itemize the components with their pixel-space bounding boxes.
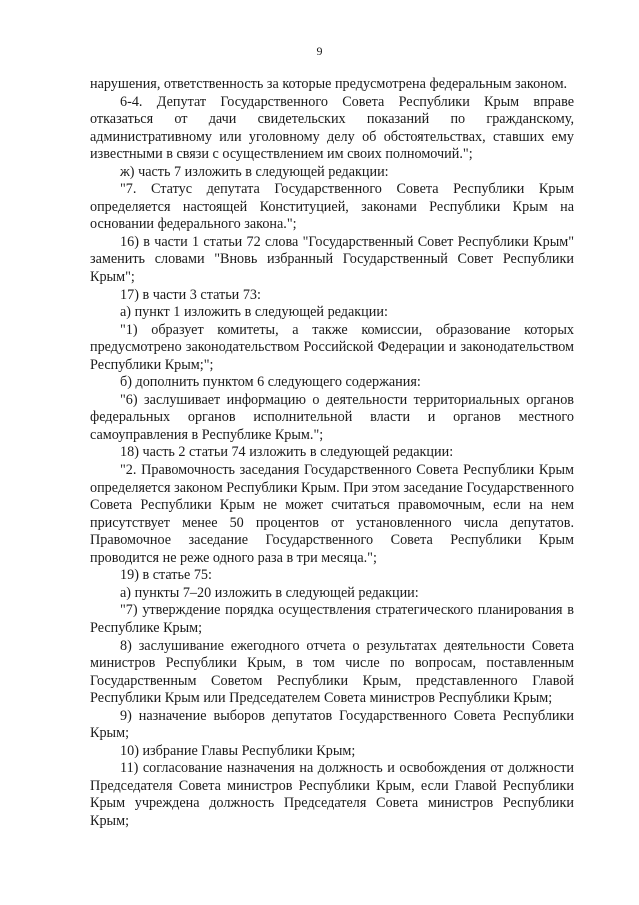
- paragraph: б) дополнить пунктом 6 следующего содержания:: [120, 374, 421, 391]
- paragraph: 11) согласование назначения на должность и освобождения от должности Председателя Совета министров Республики Крым, если Главой Республики Крым учреждена должность Председателя Совета министров Республики Крым;: [90, 760, 574, 829]
- paragraph: а) пункт 1 изложить в следующей редакции:: [120, 304, 388, 321]
- paragraph: 16) в части 1 статьи 72 слова "Государственный Совет Республики Крым" заменить словами "Вновь избранный Государственный Совет Республики Крым";: [90, 233, 574, 286]
- paragraph: а) пункты 7–20 изложить в следующей редакции:: [120, 584, 419, 601]
- paragraph: "1) образует комитеты, а также комиссии, образование которых предусмотрено законодательством Российской Федерации и законодательством Республики Крым;";: [90, 321, 574, 373]
- page-number: 9: [316, 44, 323, 58]
- paragraph: 18) часть 2 статьи 74 изложить в следующей редакции:: [120, 444, 454, 461]
- paragraph: 8) заслушивание ежегодного отчета о результатах деятельности Совета министров Республики Крым, в том числе по вопросам, поставленным Государственным Советом Республики Крым, представленного Главой Республики Крым или Председателем Совета министров Республики Крым;: [90, 637, 574, 707]
- paragraph: 6-4. Депутат Государственного Совета Республики Крым вправе отказаться от дачи свидетельских показаний по гражданскому, административному или уголовному делу об обстоятельствах, ставших ему известными в связи с осуществлением им своих полномочий.";: [90, 93, 574, 163]
- paragraph: 19) в статье 75:: [120, 567, 212, 584]
- paragraph: "6) заслушивает информацию о деятельности территориальных органов федеральных органов исполнительной власти и органов местного самоуправления в Республике Крым.";: [90, 391, 574, 443]
- paragraph: ж) часть 7 изложить в следующей редакции:: [120, 163, 389, 180]
- paragraph: 10) избрание Главы Республики Крым;: [120, 742, 356, 759]
- paragraph: "2. Правомочность заседания Государственного Совета Республики Крым определяется законом Республики Крым. При этом заседание Государственного Совета Республики Крым не может считаться правомочным, если на нем присутствует менее 50 процентов от установленного числа депутатов. Правомочное заседание Государственного Совета Республики Крым проводится не реже одного раза в три месяца.";: [90, 462, 574, 566]
- paragraph: нарушения, ответственность за которые предусмотрена федеральным законом.: [90, 76, 568, 92]
- paragraph: "7) утверждение порядка осуществления стратегического планирования в Республике Крым;: [90, 602, 574, 636]
- document-body: [90, 76, 574, 831]
- paragraph: 9) назначение выборов депутатов Государственного Совета Республики Крым;: [90, 707, 574, 742]
- paragraph: "7. Статус депутата Государственного Совета Республики Крым определяется настоящей Конституцией, законами Республики Крым на основании федерального закона.";: [90, 181, 574, 233]
- paragraph: 17) в части 3 статьи 73:: [120, 286, 261, 303]
